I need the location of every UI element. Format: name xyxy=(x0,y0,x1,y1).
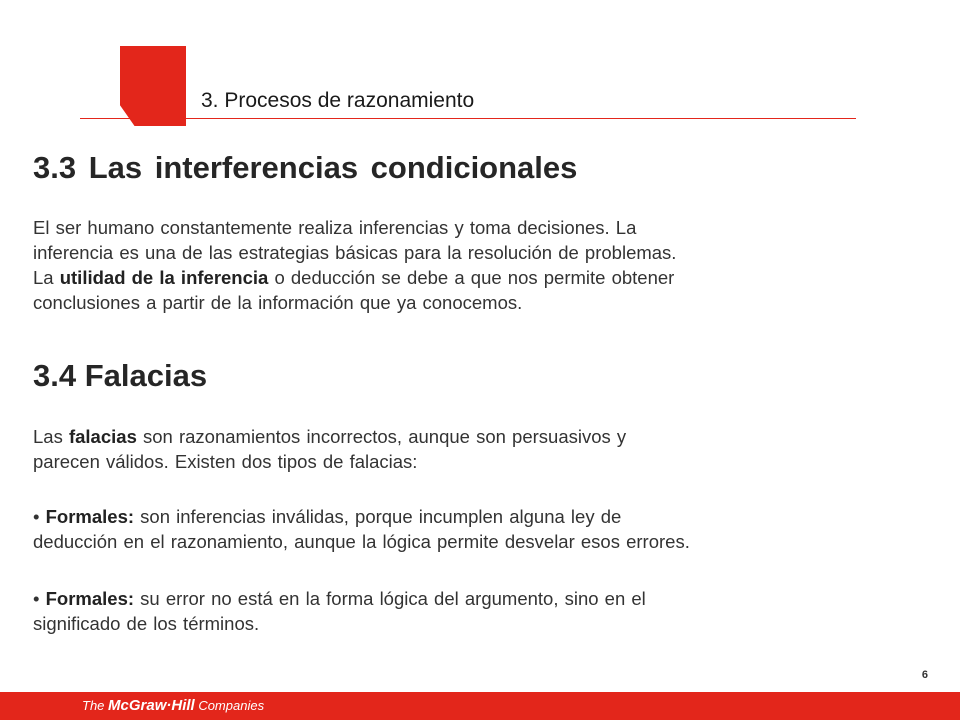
bullet-item xyxy=(33,504,893,554)
logo-name: McGraw·Hill xyxy=(108,697,195,714)
paragraph-fallacies-intro xyxy=(33,424,893,474)
paragraph-inference xyxy=(33,215,893,315)
heading-3-4: 3.4 Falacias xyxy=(33,358,208,393)
heading-3-3: 3.3 Las interferencias condicionales xyxy=(33,150,578,185)
paragraph-line: parecen válidos. Existen dos tipos de falacias: xyxy=(33,451,418,472)
header-accent-block xyxy=(120,46,186,126)
bold-term: falacias xyxy=(68,426,137,447)
paragraph-text: La xyxy=(33,267,60,288)
logo-companies: Companies xyxy=(194,698,265,713)
company-logo xyxy=(82,697,264,714)
logo-the: The xyxy=(82,698,109,713)
page-number: 6 xyxy=(921,669,928,681)
bold-term: utilidad de la inferencia xyxy=(59,267,269,288)
paragraph-line: conclusiones a partir de la información que ya conocemos. xyxy=(33,292,523,313)
paragraph-line: El ser humano constantemente realiza inferencias y toma decisiones. La xyxy=(33,217,637,238)
paragraph-line xyxy=(33,424,893,449)
paragraph-text: o deducción se debe a que nos permite obtener xyxy=(268,267,675,288)
paragraph-text: son inferencias inválidas, porque incumplen alguna ley de xyxy=(134,506,622,527)
bullet-marker: • xyxy=(33,506,46,527)
paragraph-line xyxy=(33,265,893,290)
paragraph-text: Las xyxy=(33,426,69,447)
bold-term: Formales: xyxy=(45,506,135,527)
paragraph-text: su error no está en la forma lógica del argumento, sino en el xyxy=(134,588,646,609)
paragraph-line xyxy=(33,504,893,529)
paragraph-line: inferencia es una de las estrategias básicas para la resolución de problemas. xyxy=(33,242,677,263)
section-label: 3. Procesos de razonamiento xyxy=(201,89,475,112)
bullet-item xyxy=(33,586,893,636)
paragraph-line: deducción en el razonamiento, aunque la lógica permite desvelar esos errores. xyxy=(33,531,690,552)
bold-term: Formales: xyxy=(45,588,135,609)
paragraph-text: son razonamientos incorrectos, aunque son persuasivos y xyxy=(136,426,627,447)
paragraph-line: significado de los términos. xyxy=(33,613,260,634)
paragraph-line xyxy=(33,586,893,611)
header-divider xyxy=(80,118,856,119)
bullet-marker: • xyxy=(33,588,46,609)
footer-bar xyxy=(0,692,960,720)
